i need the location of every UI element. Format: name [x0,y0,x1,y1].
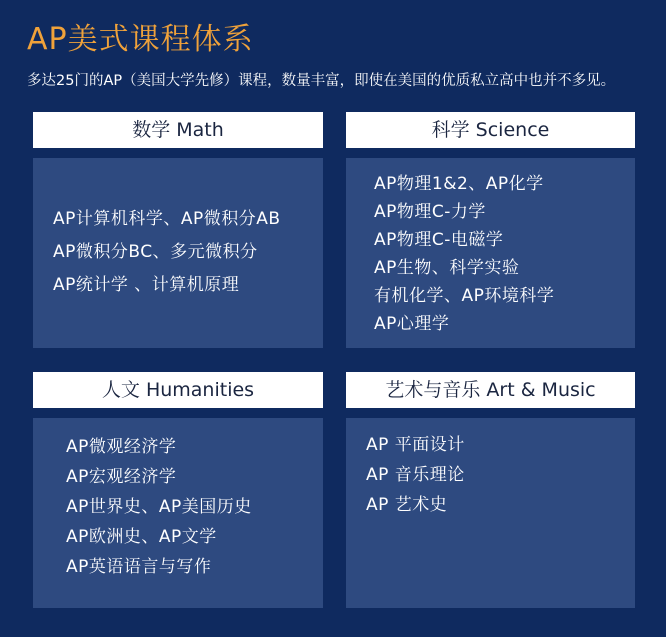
list-item: AP微积分BC、多元微积分 [53,242,258,262]
science-heading: 科学 Science [346,112,635,148]
humanities-course-list [66,432,252,582]
arts-course-list [366,430,465,520]
science-course-list [374,170,554,338]
page-subtitle: 多达25门的AP（美国大学先修）课程，数量丰富，即使在美国的优质私立高中也并不多见。 [27,73,616,89]
list-item: AP 音乐理论 [366,465,465,485]
list-item: AP 平面设计 [366,435,465,455]
list-item: AP物理C-电磁学 [374,230,504,250]
math-course-list [53,203,281,302]
list-item: AP 艺术史 [366,495,448,515]
list-item: AP生物、科学实验 [374,258,520,278]
list-item: AP英语语言与写作 [66,557,212,577]
list-item: AP宏观经济学 [66,467,177,487]
list-item: AP物理1&2、AP化学 [374,174,544,194]
page-title: AP美式课程体系 [27,22,254,57]
list-item: 有机化学、AP环境科学 [374,286,555,306]
arts-heading: 艺术与音乐 Art & Music [346,372,635,408]
list-item: AP欧洲史、AP文学 [66,527,217,547]
list-item: AP物理C-力学 [374,202,486,222]
list-item: AP统计学 、计算机原理 [53,275,240,295]
list-item: AP世界史、AP美国历史 [66,497,252,517]
humanities-heading: 人文 Humanities [33,372,323,408]
list-item: AP心理学 [374,314,450,334]
math-heading: 数学 Math [33,112,323,148]
list-item: AP微观经济学 [66,437,177,457]
list-item: AP计算机科学、AP微积分AB [53,209,281,229]
